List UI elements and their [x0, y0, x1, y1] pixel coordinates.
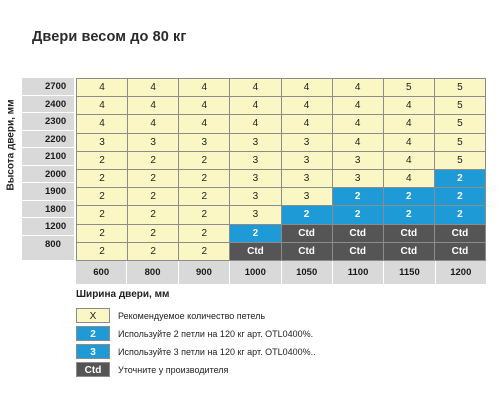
table-cell: Ctd — [383, 224, 434, 242]
table-cell: 3 — [281, 151, 332, 169]
table-cell: 4 — [77, 115, 128, 133]
table-cell: Ctd — [332, 224, 383, 242]
table-cell: 5 — [383, 79, 434, 97]
y-axis-label — [3, 70, 19, 220]
table-cell: 4 — [332, 115, 383, 133]
width-label: 1200 — [450, 267, 472, 278]
width-label: 800 — [127, 261, 178, 284]
table-cell: Ctd — [281, 242, 332, 260]
table-cell: 2 — [281, 206, 332, 224]
legend — [76, 307, 316, 379]
height-label: 1800 — [22, 201, 74, 219]
table-cell: 2 — [179, 242, 230, 260]
table-cell: 5 — [434, 151, 485, 169]
table-cell: Ctd — [281, 224, 332, 242]
table-cell: 4 — [281, 79, 332, 97]
legend-swatch: X — [76, 308, 110, 323]
table-cell: 2 — [77, 224, 128, 242]
table-cell: 4 — [230, 115, 281, 133]
table-cell: Ctd — [332, 242, 383, 260]
legend-text: Уточните у производителя — [118, 364, 229, 375]
table-cell: 2 — [179, 169, 230, 187]
table-row — [77, 188, 486, 206]
width-label: 900 — [179, 261, 230, 284]
height-label: 1900 — [22, 183, 74, 201]
width-header-row — [76, 261, 486, 284]
table-cell: 2 — [77, 151, 128, 169]
table-cell: 4 — [383, 133, 434, 151]
table-cell: 2 — [179, 224, 230, 242]
table-cell: 4 — [281, 97, 332, 115]
table-cell: 5 — [434, 79, 485, 97]
table-cell: 2 — [128, 151, 179, 169]
table-cell: 2 — [128, 169, 179, 187]
legend-text: Рекомендуемое количество петель — [118, 310, 266, 321]
table-cell: 3 — [230, 133, 281, 151]
table-cell: 4 — [383, 115, 434, 133]
table-cell: Ctd — [434, 224, 485, 242]
table-cell: 2 — [77, 188, 128, 206]
legend-item — [76, 307, 316, 324]
table-cell: 5 — [434, 115, 485, 133]
table-cell: 3 — [332, 169, 383, 187]
table-cell: 5 — [434, 133, 485, 151]
height-label: 2100 — [22, 148, 74, 166]
table-cell: 4 — [77, 97, 128, 115]
page-title: Двери весом до 80 кг — [32, 29, 187, 45]
table-cell: 4 — [230, 97, 281, 115]
table-cell: 2 — [128, 242, 179, 260]
height-label: 2700 — [22, 78, 74, 96]
legend-swatch: 3 — [76, 344, 110, 359]
table-cell: Ctd — [230, 242, 281, 260]
width-label: 1000 — [230, 261, 281, 284]
table-cell: 2 — [128, 224, 179, 242]
table-cell: 4 — [128, 115, 179, 133]
table-cell: 2 — [383, 206, 434, 224]
table-row — [77, 242, 486, 260]
height-label: 800 — [45, 238, 61, 250]
height-label: 2400 — [22, 96, 74, 114]
y-axis-label-text: Высота двери, мм — [5, 99, 17, 191]
table-cell: Ctd — [383, 242, 434, 260]
table-cell: 3 — [281, 188, 332, 206]
table-cell: 3 — [332, 151, 383, 169]
table-cell: 2 — [77, 206, 128, 224]
table-cell: 2 — [434, 206, 485, 224]
table-cell: 4 — [128, 79, 179, 97]
table-cell: 4 — [383, 169, 434, 187]
width-label: 1050 — [282, 261, 333, 284]
table-cell: 2 — [179, 206, 230, 224]
height-label: 2200 — [22, 131, 74, 149]
table-row — [77, 97, 486, 115]
hinge-count-table — [76, 78, 486, 261]
legend-swatch: Ctd — [76, 362, 110, 377]
table-cell: 2 — [77, 242, 128, 260]
table-cell: 4 — [179, 115, 230, 133]
table-cell: 2 — [128, 206, 179, 224]
width-label: 600 — [76, 261, 127, 284]
width-label: 1100 — [333, 261, 384, 284]
table-cell: 2 — [383, 188, 434, 206]
legend-text: Используйте 3 петли на 120 кг арт. OTL0400%.. — [118, 346, 316, 357]
table-cell: 4 — [179, 79, 230, 97]
legend-swatch: 2 — [76, 326, 110, 341]
table-cell: 3 — [128, 133, 179, 151]
legend-item — [76, 361, 316, 378]
table-row — [77, 115, 486, 133]
table-cell: 4 — [128, 97, 179, 115]
table-cell: 2 — [332, 188, 383, 206]
table-cell: 3 — [77, 133, 128, 151]
table-cell: 4 — [230, 79, 281, 97]
table-cell: 2 — [332, 206, 383, 224]
table-cell: 4 — [179, 97, 230, 115]
legend-text: Используйте 2 петли на 120 кг арт. OTL0400%. — [118, 328, 314, 339]
table-cell: 3 — [230, 188, 281, 206]
table-cell: 2 — [434, 169, 485, 187]
table-cell: 3 — [230, 206, 281, 224]
table-row — [77, 79, 486, 97]
table-cell: 4 — [383, 151, 434, 169]
table-cell: 2 — [230, 224, 281, 242]
table-cell: 2 — [434, 188, 485, 206]
height-header-column — [22, 78, 74, 260]
table-cell: 3 — [230, 151, 281, 169]
legend-item — [76, 343, 316, 360]
height-label: 1200 — [22, 218, 74, 236]
table-row — [77, 151, 486, 169]
x-axis-label: Ширина двери, мм — [76, 289, 170, 300]
table-cell: 2 — [179, 151, 230, 169]
table-cell: 4 — [332, 133, 383, 151]
table-cell: 3 — [281, 133, 332, 151]
table-row — [77, 206, 486, 224]
table-cell: 2 — [77, 169, 128, 187]
legend-item — [76, 325, 316, 342]
table-cell: Ctd — [434, 242, 485, 260]
table-row — [77, 224, 486, 242]
table-cell: 4 — [77, 79, 128, 97]
table-cell: 3 — [281, 169, 332, 187]
table-row — [77, 169, 486, 187]
table-cell: 2 — [128, 188, 179, 206]
table-cell: 4 — [332, 79, 383, 97]
height-label: 2000 — [22, 166, 74, 184]
table-cell: 3 — [230, 169, 281, 187]
table-cell: 5 — [434, 97, 485, 115]
width-label: 1150 — [384, 261, 435, 284]
table-cell: 3 — [179, 133, 230, 151]
table-cell: 4 — [383, 97, 434, 115]
table-cell: 4 — [332, 97, 383, 115]
table-row — [77, 133, 486, 151]
table-cell: 4 — [281, 115, 332, 133]
height-label: 2300 — [22, 113, 74, 131]
table-cell: 2 — [179, 188, 230, 206]
